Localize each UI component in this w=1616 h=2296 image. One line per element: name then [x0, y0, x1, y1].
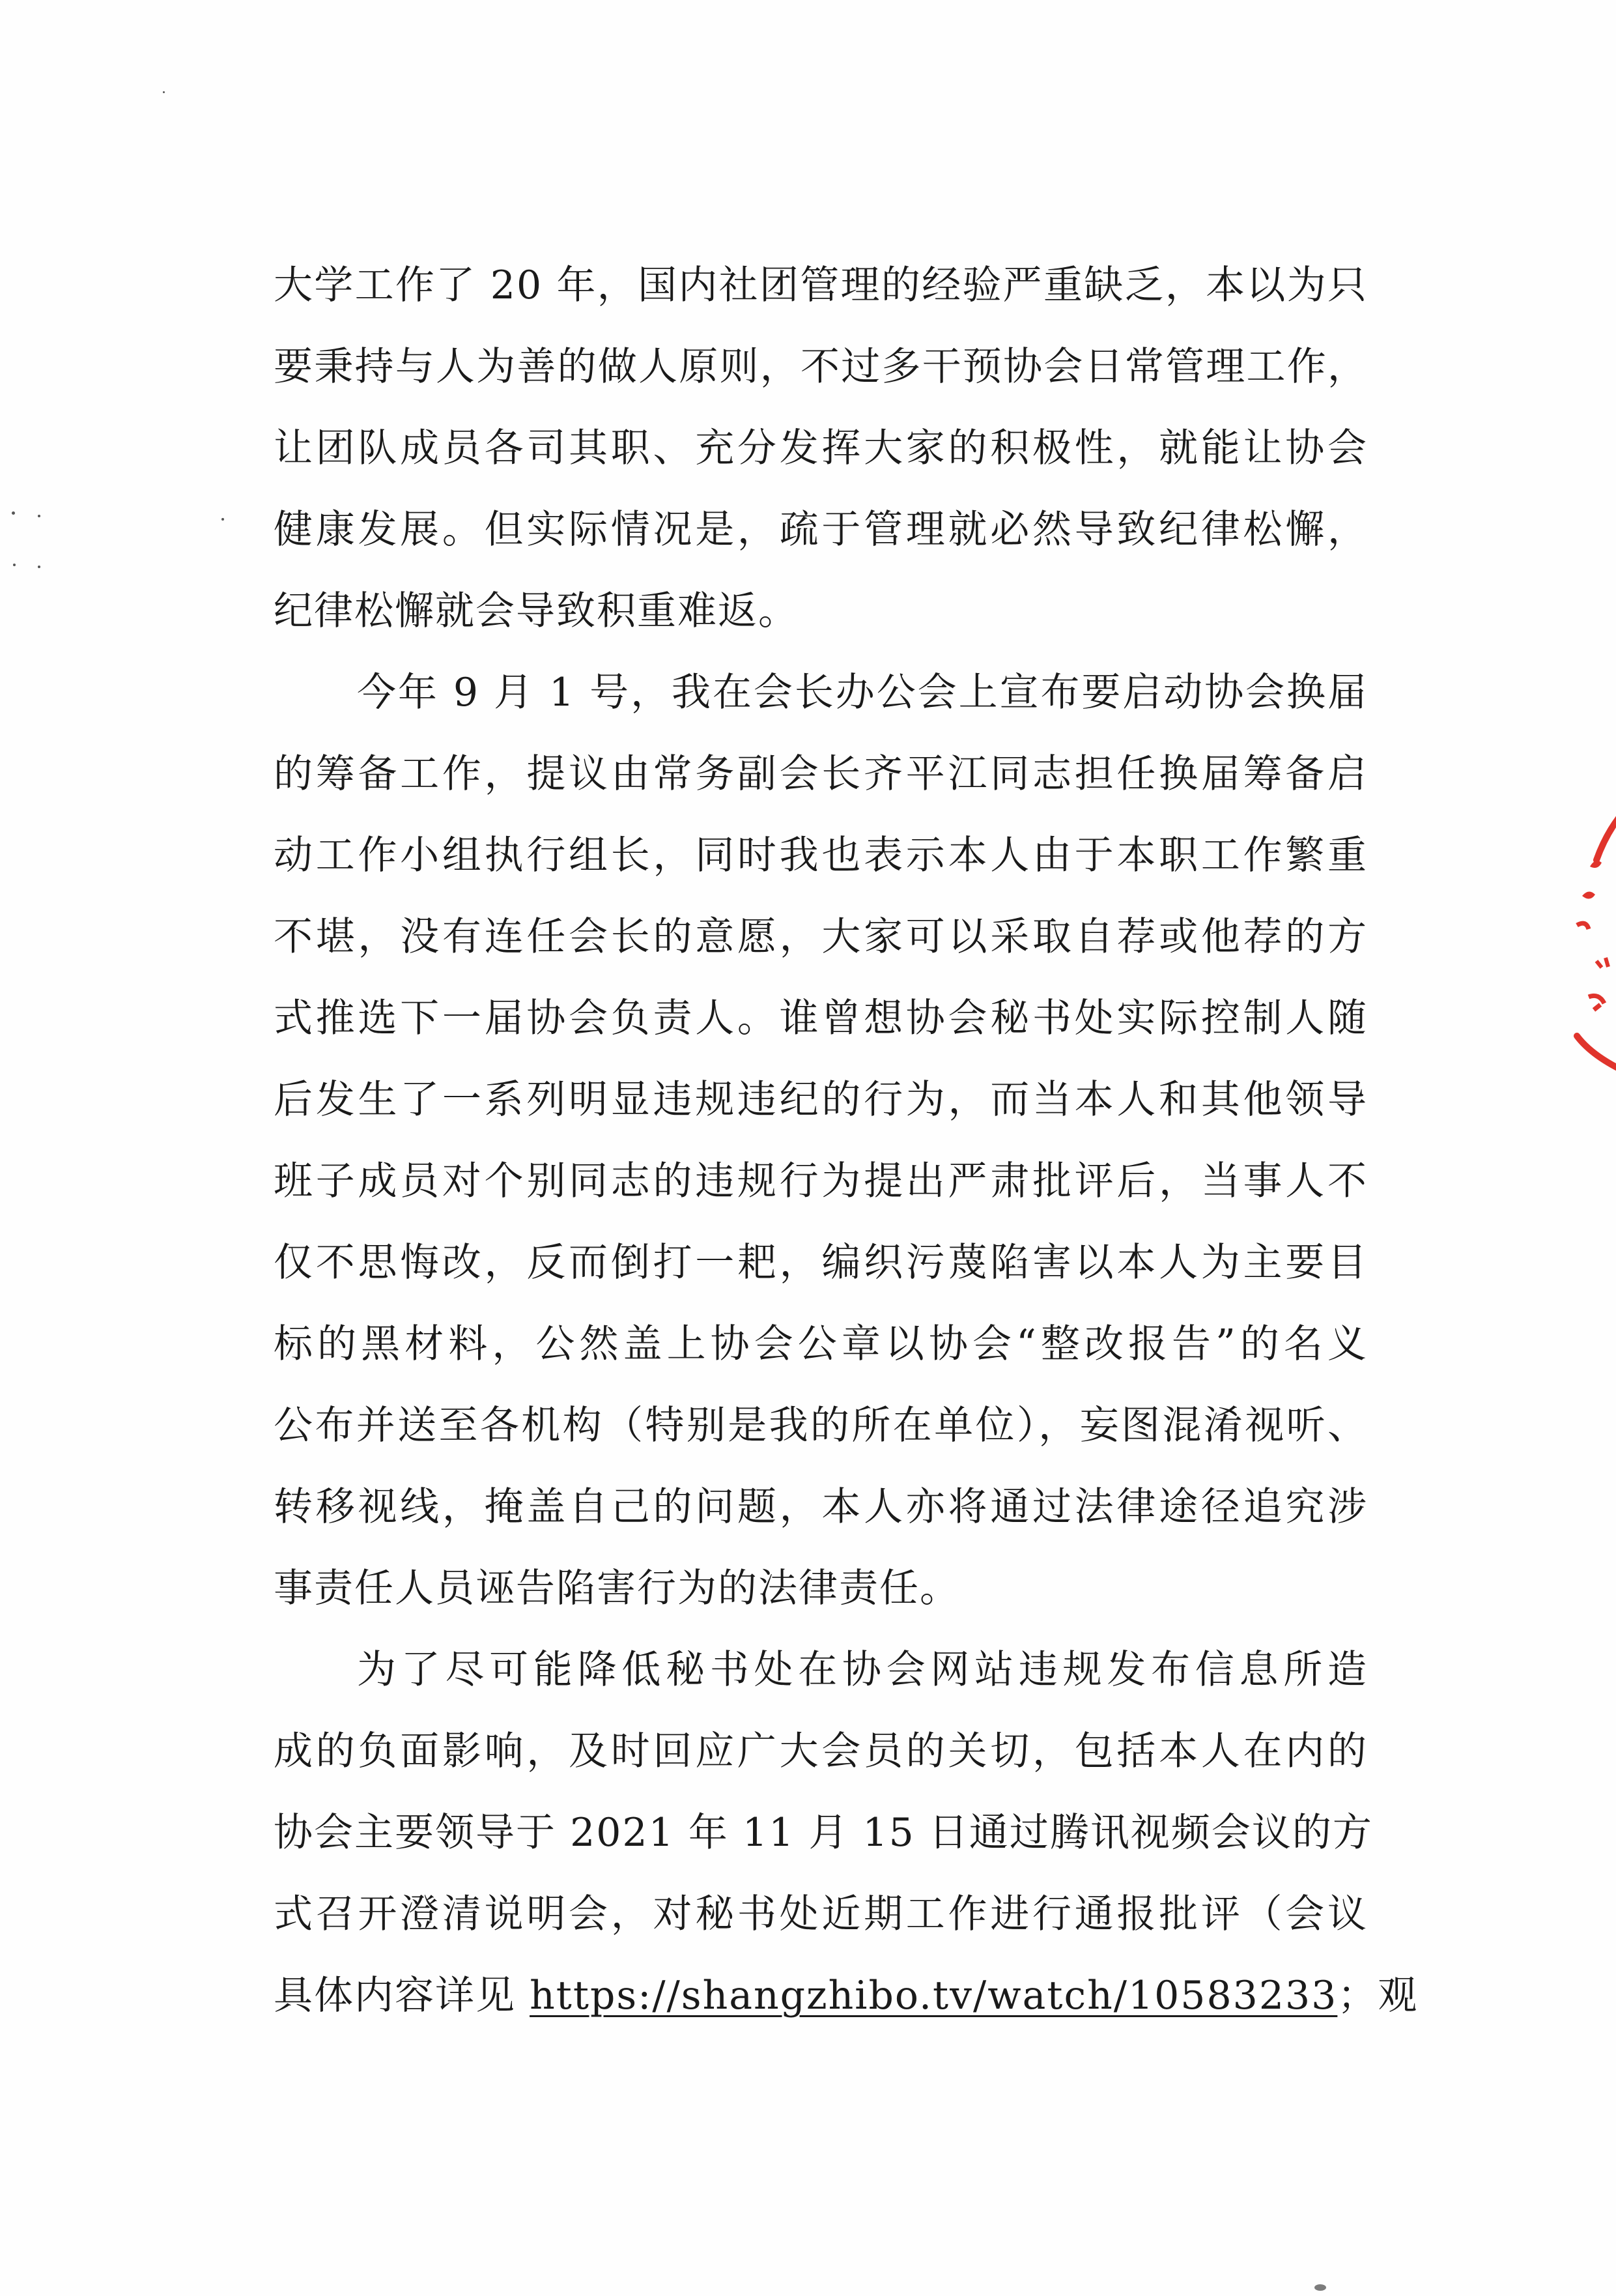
text-fragment: 具体内容详见 — [274, 1973, 530, 2018]
red-seal-fragment — [1551, 775, 1616, 1088]
text-line: 纪律松懈就会导致积重难返。 — [274, 588, 799, 634]
binding-mark — [221, 518, 224, 521]
text-line: 式推选下一届协会负责人。谁曾想协会秘书处实际控制人随 — [274, 996, 1368, 1041]
text-line: 健康发展。但实际情况是，疏于管理就必然导致纪律松懈， — [274, 507, 1368, 552]
binding-mark — [38, 566, 40, 568]
video-link[interactable]: https://shangzhibo.tv/watch/10583233 — [530, 1973, 1338, 2018]
text-line: 动工作小组执行组长，同时我也表示本人由于本职工作繁重 — [274, 833, 1368, 878]
text-line-with-link — [274, 1955, 1419, 2037]
text-line: 的筹备工作，提议由常务副会长齐平江同志担任换届筹备启 — [274, 751, 1368, 797]
text-line: 班子成员对个别同志的违规行为提出严肃批评后，当事人不 — [274, 1158, 1368, 1204]
text-line: 今年 9 月 1 号，我在会长办公会上宣布要启动协会换届 — [357, 670, 1368, 715]
binding-mark — [13, 564, 16, 566]
document-body — [274, 245, 1419, 2037]
scan-smudge — [1314, 2284, 1326, 2291]
text-line: 协会主要领导于 2021 年 11 月 15 日通过腾讯视频会议的方 — [274, 1810, 1373, 1856]
text-line: 大学工作了 20 年，国内社团管理的经验严重缺乏，本以为只 — [274, 263, 1368, 308]
text-fragment: ；观 — [1337, 1973, 1419, 2018]
binding-mark — [38, 515, 40, 517]
binding-mark — [12, 511, 15, 515]
text-line: 为了尽可能降低秘书处在协会网站违规发布信息所造 — [357, 1647, 1368, 1693]
text-line: 式召开澄清说明会，对秘书处近期工作进行通报批评（会议 — [274, 1891, 1368, 1937]
text-line: 成的负面影响，及时回应广大会员的关切，包括本人在内的 — [274, 1729, 1368, 1774]
text-line: 不堪，没有连任会长的意愿，大家可以采取自荐或他荐的方 — [274, 914, 1368, 960]
binding-mark — [163, 91, 165, 93]
text-line: 后发生了一系列明显违规违纪的行为，而当本人和其他领导 — [274, 1077, 1368, 1123]
text-line: 仅不思悔改，反而倒打一耙，编织污蔑陷害以本人为主要目 — [274, 1240, 1368, 1285]
text-line: 事责任人员诬告陷害行为的法律责任。 — [274, 1566, 960, 1611]
text-line: 转移视线，掩盖自己的问题，本人亦将通过法律途径追究涉 — [274, 1484, 1368, 1530]
text-line: 让团队成员各司其职、充分发挥大家的积极性，就能让协会 — [274, 425, 1368, 471]
text-line: 标的黑材料，公然盖上协会公章以协会“整改报告”的名义 — [274, 1321, 1368, 1367]
text-line: 公布并送至各机构（特别是我的所在单位），妄图混淆视听、 — [274, 1403, 1368, 1448]
text-line: 要秉持与人为善的做人原则，不过多干预协会日常管理工作， — [274, 344, 1368, 390]
